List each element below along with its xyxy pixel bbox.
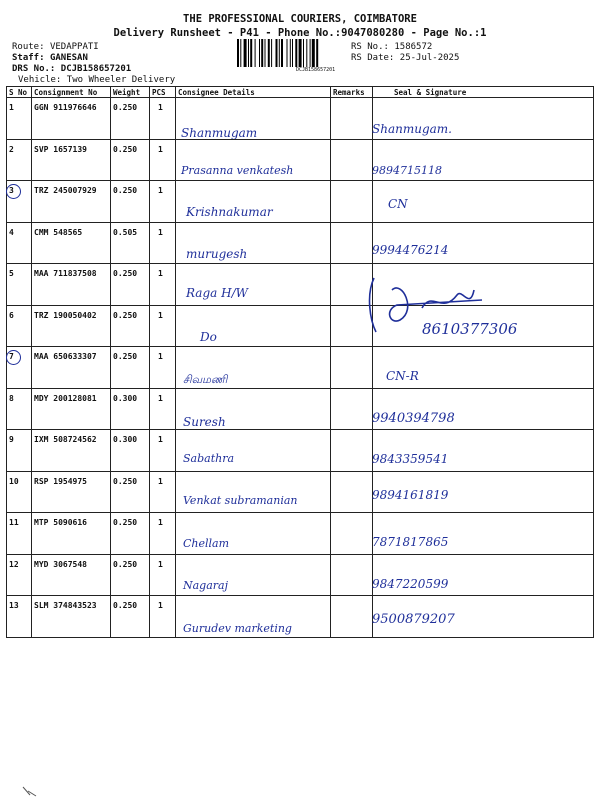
barcode-bar — [287, 39, 288, 67]
table-row — [6, 430, 594, 471]
rs-date-label: RS Date: — [351, 53, 395, 63]
table-row — [6, 140, 594, 181]
barcode-bar — [312, 39, 315, 67]
cell-sno: 12 — [9, 559, 19, 569]
cell-sno: 6 — [9, 310, 14, 320]
table-row — [6, 306, 594, 347]
vehicle-label: Vehicle: — [18, 75, 62, 85]
barcode-bar — [259, 39, 260, 67]
barcode-bar — [255, 39, 256, 67]
barcode-bar — [303, 39, 304, 67]
signature-handwriting: 8610377306 — [422, 319, 518, 338]
cell-pcs: 1 — [158, 186, 163, 195]
consignee-handwriting: Gurudev marketing — [183, 622, 292, 635]
barcode-bar — [281, 39, 283, 67]
signature-handwriting: Shanmugam. — [372, 122, 452, 136]
rs-no-label: RS No.: — [351, 42, 389, 52]
col-weight: Weight — [113, 88, 141, 97]
staff-label: Staff: — [12, 53, 45, 63]
runsheet-title: Delivery Runsheet - P41 - Phone No.:9047080280 - Page No.:1 — [113, 27, 487, 39]
col-consignment: Consignment No — [34, 88, 98, 97]
cell-weight: 0.250 — [113, 352, 138, 361]
barcode-bar — [248, 39, 249, 67]
cell-consignment: RSP 1954975 — [34, 476, 87, 486]
table-row — [6, 389, 594, 430]
barcode-bar — [316, 39, 318, 67]
table-row — [6, 347, 594, 388]
cell-consignment: SVP 1657139 — [34, 144, 87, 154]
barcode-bar — [244, 39, 247, 67]
consignee-handwriting: Chellam — [183, 537, 230, 550]
signature-handwriting: 9894161819 — [372, 487, 449, 502]
cell-sno: 9 — [9, 435, 14, 444]
consignee-handwriting: Raga H/W — [186, 286, 248, 300]
cell-weight: 0.250 — [113, 476, 138, 486]
row-divider — [6, 637, 594, 638]
rs-date-value: 25-Jul-2025 — [399, 53, 460, 63]
cell-weight: 0.250 — [113, 186, 138, 195]
cell-pcs: 1 — [158, 393, 163, 403]
cell-consignment: MAA 711837508 — [34, 269, 97, 278]
cell-sno: 11 — [9, 518, 19, 527]
cell-sno: 7 — [9, 352, 14, 361]
cell-sno: 3 — [9, 186, 14, 195]
cell-consignment: MDY 200128081 — [34, 393, 97, 403]
consignee-handwriting: Prasanna venkatesh — [181, 163, 294, 177]
cell-consignment: CMM 548565 — [34, 227, 83, 237]
col-consignee: Consignee Details — [178, 88, 255, 97]
cell-weight: 0.250 — [113, 518, 138, 527]
drs-value: DCJB158657201 — [60, 64, 132, 74]
route-label: Route: — [12, 42, 45, 52]
table-row — [6, 223, 594, 264]
barcode-bar — [276, 39, 278, 67]
cell-consignment: MTP 5090616 — [34, 518, 87, 527]
cell-sno: 10 — [9, 476, 19, 486]
handwritten-signature — [362, 270, 502, 340]
barcode-bar — [271, 39, 272, 67]
consignee-handwriting: Shanmugam — [181, 126, 258, 140]
barcode-image — [237, 39, 345, 67]
cell-pcs: 1 — [158, 144, 163, 154]
cell-consignment: TRZ 190050402 — [34, 310, 97, 320]
table-row — [6, 596, 594, 637]
cell-consignment: MAA 650633307 — [34, 352, 97, 361]
signature-handwriting: 9894715118 — [372, 163, 442, 177]
barcode-bar — [306, 39, 307, 67]
signature-handwriting: 9847220599 — [372, 576, 449, 591]
cell-sno: 1 — [9, 103, 14, 112]
barcode-bar — [250, 39, 252, 67]
staff-value: GANESAN — [49, 53, 88, 63]
cell-pcs: 1 — [158, 310, 163, 320]
barcode-bar — [261, 39, 263, 67]
signature-handwriting: 9500879207 — [372, 612, 455, 627]
barcode-bar — [310, 39, 311, 67]
table-row — [6, 555, 594, 596]
cell-sno: 13 — [9, 601, 19, 610]
consignee-handwriting: Krishnakumar — [186, 205, 273, 219]
barcode-bar — [237, 39, 239, 67]
cell-consignment: IXM 508724562 — [34, 435, 97, 444]
signature-handwriting: 9843359541 — [372, 452, 449, 466]
consignee-handwriting: Suresh — [183, 414, 226, 429]
table-row — [6, 181, 594, 222]
cell-weight: 0.505 — [113, 227, 138, 237]
col-seal: Seal & Signature — [394, 88, 467, 97]
cell-weight: 0.250 — [113, 269, 138, 278]
circle-mark — [6, 350, 21, 365]
cell-sno: 5 — [9, 269, 14, 278]
col-sno: S No — [9, 88, 28, 97]
cell-consignment: SLM 374843523 — [34, 601, 97, 610]
rs-date-line — [351, 52, 459, 64]
company-title: THE PROFESSIONAL COURIERS, COIMBATORE — [183, 13, 417, 25]
cell-pcs: 1 — [158, 518, 163, 527]
cell-sno: 2 — [9, 144, 14, 154]
runsheet-table — [6, 86, 594, 638]
signature-handwriting: CN-R — [386, 369, 419, 383]
cell-weight: 0.300 — [113, 393, 138, 403]
consignee-handwriting: Venkat subramanian — [183, 493, 298, 507]
barcode-bar — [265, 39, 266, 67]
table-row — [6, 264, 594, 305]
cell-weight: 0.250 — [113, 144, 138, 154]
cell-weight: 0.250 — [113, 601, 138, 610]
barcode-bar — [240, 39, 241, 67]
cell-pcs: 1 — [158, 601, 163, 610]
barcode-bar — [295, 39, 297, 67]
vehicle-line — [18, 74, 175, 86]
cell-weight: 0.300 — [113, 435, 138, 444]
signature-handwriting: CN — [388, 197, 408, 211]
vehicle-value: Two Wheeler Delivery — [66, 75, 176, 85]
col-pcs: PCS — [152, 88, 166, 97]
barcode-number: DCJB158657201 — [296, 67, 336, 73]
route-value: VEDAPPATI — [49, 42, 99, 52]
consignee-handwriting: murugesh — [186, 246, 248, 261]
barcode-bar — [299, 39, 302, 67]
signature-handwriting: 7871817865 — [372, 535, 449, 549]
table-top-border — [6, 86, 594, 87]
col-remarks: Remarks — [333, 88, 365, 97]
table-row — [6, 513, 594, 554]
cell-pcs: 1 — [158, 227, 163, 237]
scribble-mark — [22, 785, 42, 797]
cell-pcs: 1 — [158, 352, 163, 361]
drs-label: DRS No.: — [12, 64, 56, 74]
table-row — [6, 98, 594, 139]
circle-mark — [6, 184, 21, 199]
barcode-bar — [290, 39, 291, 67]
cell-weight: 0.250 — [113, 559, 138, 569]
signature-handwriting: 9994476214 — [372, 242, 449, 257]
cell-consignment: MYD 3067548 — [34, 559, 87, 569]
cell-weight: 0.250 — [113, 310, 138, 320]
cell-consignment: GGN 911976646 — [34, 103, 97, 112]
cell-consignment: TRZ 245007929 — [34, 186, 97, 195]
cell-pcs: 1 — [158, 435, 163, 444]
cell-pcs: 1 — [158, 103, 163, 112]
cell-weight: 0.250 — [113, 103, 138, 112]
consignee-handwriting: Nagaraj — [183, 578, 229, 592]
rs-no-value: 1586572 — [394, 42, 433, 52]
cell-pcs: 1 — [158, 269, 163, 278]
barcode-bar — [268, 39, 270, 67]
consignee-handwriting: Sabathra — [183, 452, 235, 465]
signature-handwriting: 9940394798 — [372, 410, 455, 426]
cell-sno: 4 — [9, 227, 14, 237]
cell-sno: 8 — [9, 393, 14, 403]
consignee-handwriting: சிவமணி — [183, 373, 228, 386]
cell-pcs: 1 — [158, 476, 163, 486]
barcode-bar — [279, 39, 280, 67]
barcode-bar — [292, 39, 293, 67]
table-row — [6, 472, 594, 513]
consignee-handwriting: Do — [200, 329, 217, 344]
cell-pcs: 1 — [158, 559, 163, 569]
